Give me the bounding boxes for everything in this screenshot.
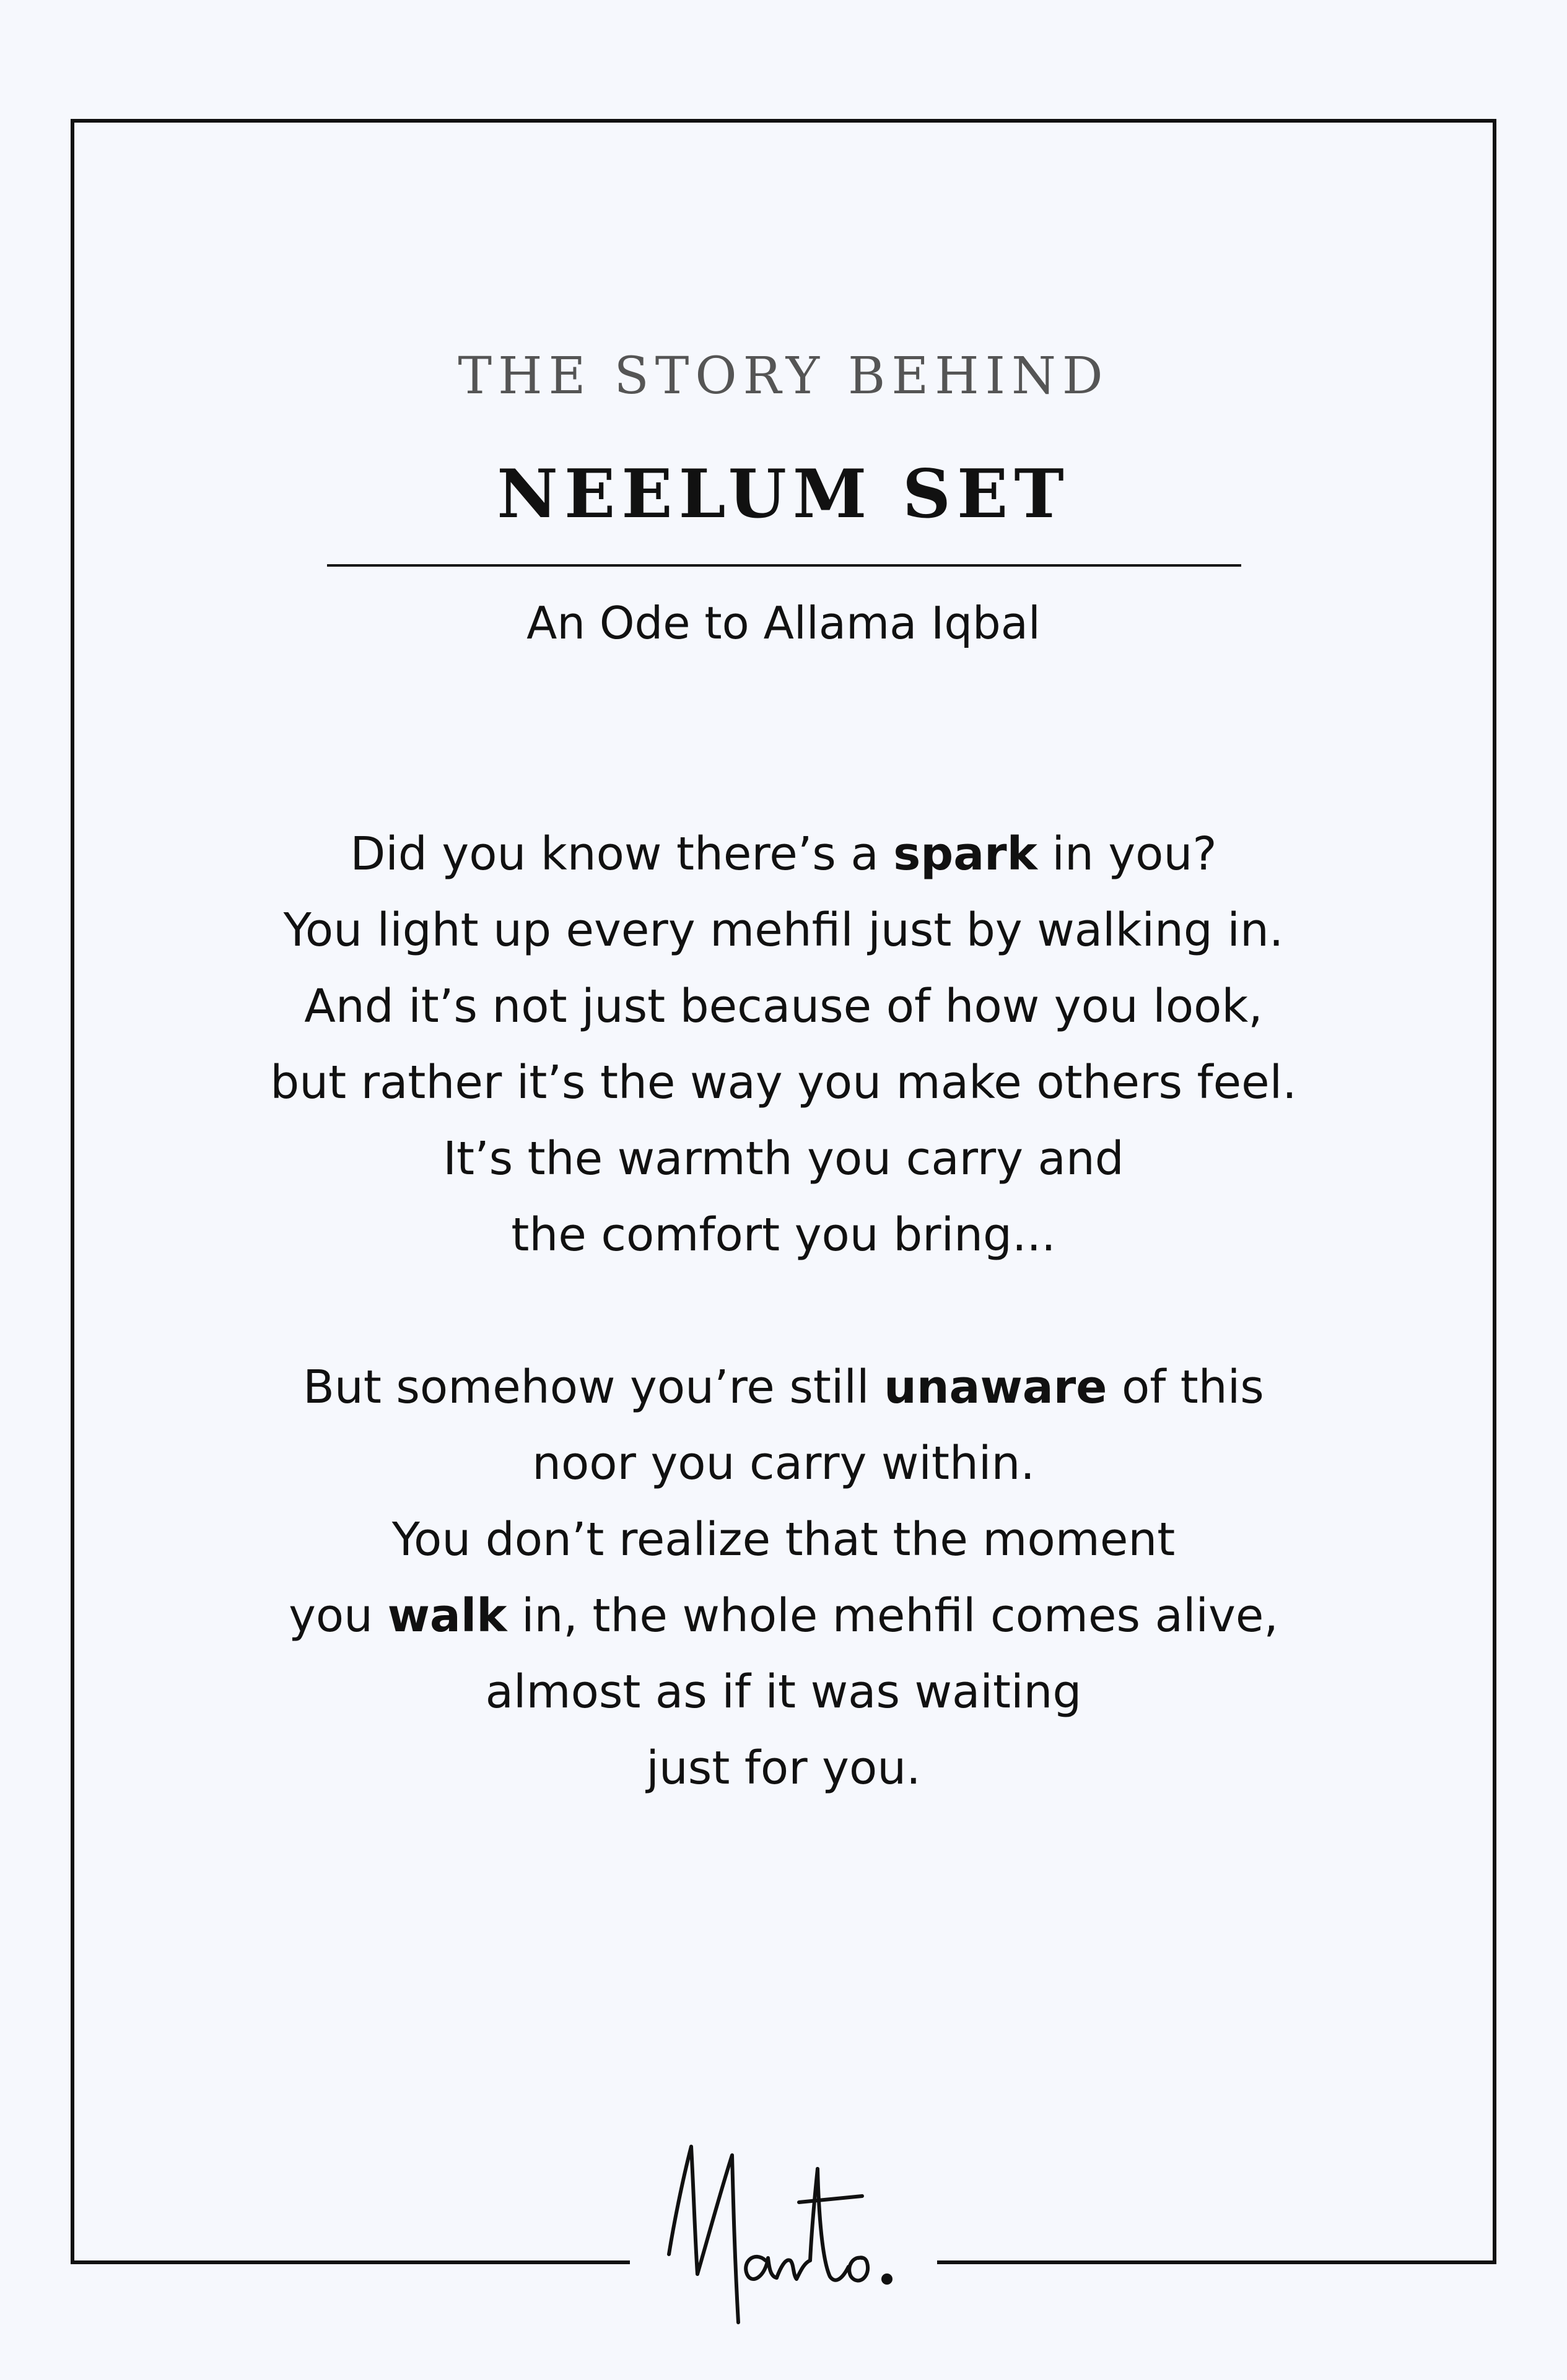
poem-line: You don’t realize that the moment: [391, 1513, 1176, 1566]
poem-line: It’s the warmth you carry and: [443, 1132, 1124, 1185]
poem-line: noor you carry within.: [532, 1437, 1035, 1490]
collection-subtitle: An Ode to Allama Iqbal: [526, 597, 1041, 649]
poem-line: But somehow you’re still unaware of this: [303, 1361, 1264, 1414]
poem-body: [0, 816, 1567, 1807]
title-divider: [327, 564, 1241, 567]
poem-line: but rather it’s the way you make others feel.: [270, 1056, 1297, 1109]
poem-line: you walk in, the whole mehfil comes alive,: [289, 1589, 1278, 1642]
poem-line: the comfort you bring...: [511, 1208, 1056, 1262]
emphasis-walk: walk: [387, 1589, 507, 1642]
story-kicker: THE STORY BEHIND: [458, 347, 1109, 406]
poem-line: almost as if it was waiting: [485, 1665, 1082, 1719]
emphasis-spark: spark: [893, 827, 1037, 881]
poem-line: just for you.: [646, 1741, 921, 1795]
emphasis-unaware: unaware: [884, 1361, 1107, 1414]
poem-line: And it’s not just because of how you look,: [304, 980, 1263, 1033]
poem-line: Did you know there’s a spark in you?: [350, 827, 1217, 881]
collection-title: NEELUM SET: [497, 455, 1070, 533]
manto-signature-logo: [644, 2130, 929, 2341]
stanza-break: [0, 1273, 1567, 1349]
poem-line: You light up every mehfil just by walking in.: [283, 904, 1284, 957]
